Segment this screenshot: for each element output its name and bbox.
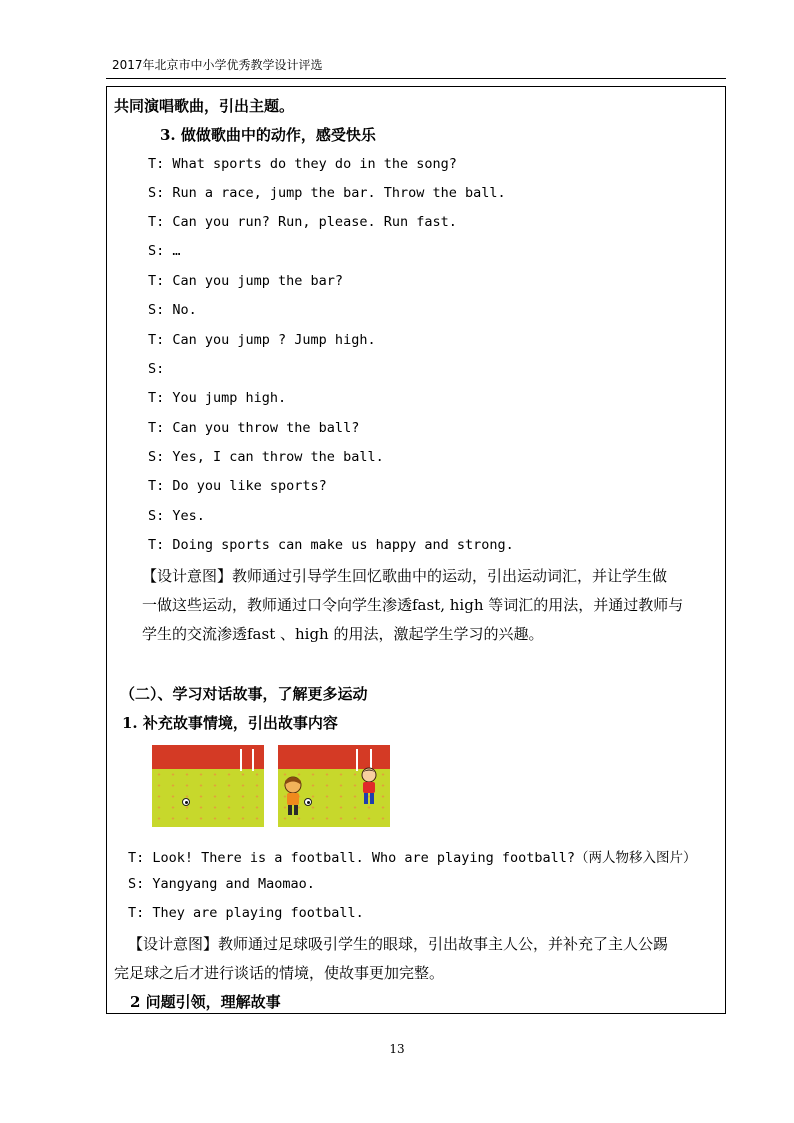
dialogue-line: T: They are playing football.: [128, 905, 364, 921]
stands: [152, 745, 264, 769]
kid-yangyang-figure: [358, 767, 380, 807]
dialogue-line: T: Doing sports can make us happy and strong.: [148, 537, 514, 553]
step3-title: 3. 做做歌曲中的动作，感受快乐: [160, 126, 376, 144]
dialogue-line: T: Can you jump the bar?: [148, 273, 344, 289]
goal-post: [252, 749, 254, 771]
dialogue-line: T: Look! There is a football. Who are playing football?（两人物移入图片）: [128, 850, 697, 866]
stands: [278, 745, 390, 769]
intro-line: 共同演唱歌曲，引出主题。: [114, 97, 295, 115]
design-note-line: 【设计意图】教师通过足球吸引学生的眼球，引出故事主人公，并补充了主人公踢: [128, 935, 669, 953]
goal-post: [240, 749, 242, 771]
kid-maomao-figure: [280, 775, 306, 819]
dialogue-line: S: …: [148, 243, 181, 259]
step1-title: 1. 补充故事情境，引出故事内容: [122, 714, 338, 732]
dialogue-line: S:: [148, 361, 165, 377]
dialogue-line: S: Yes, I can throw the ball.: [148, 449, 384, 465]
design-note-line: 【设计意图】教师通过引导学生回忆歌曲中的运动，引出运动词汇，并让学生做: [142, 567, 668, 585]
football-field-image-1: [152, 745, 264, 827]
dialogue-line: S: No.: [148, 302, 197, 318]
page-number: 13: [389, 1042, 405, 1056]
header-rule: [106, 78, 726, 79]
dialogue-line: S: Yangyang and Maomao.: [128, 876, 315, 892]
page-header: 2017年北京市中小学优秀教学设计评选: [112, 58, 323, 72]
design-note-line: 学生的交流渗透fast 、high 的用法，激起学生学习的兴趣。: [142, 625, 544, 643]
dialogue-line: T: Do you like sports?: [148, 478, 327, 494]
dialogue-line: T: What sports do they do in the song?: [148, 156, 457, 172]
football-icon: [182, 798, 190, 806]
section2-title: （二）、学习对话故事，了解更多运动: [120, 685, 368, 703]
dialogue-line: T: Can you run? Run, please. Run fast.: [148, 214, 457, 230]
dialogue-line: T: Can you throw the ball?: [148, 420, 360, 436]
dialogue-line: S: Run a race, jump the bar. Throw the ball.: [148, 185, 506, 201]
step2-title: 2 问题引领，理解故事: [130, 993, 281, 1011]
football-field-image-2: [278, 745, 390, 827]
dialogue-line: T: You jump high.: [148, 390, 287, 406]
dialogue-line: T: Can you jump ? Jump high.: [148, 332, 376, 348]
design-note-line: 完足球之后才进行谈话的情境，使故事更加完整。: [114, 964, 445, 982]
dialogue-line: S: Yes.: [148, 508, 205, 524]
design-note-line: 一做这些运动，教师通过口令向学生渗透fast, high 等词汇的用法，并通过教师与: [142, 596, 684, 614]
grass-texture: [152, 769, 264, 827]
